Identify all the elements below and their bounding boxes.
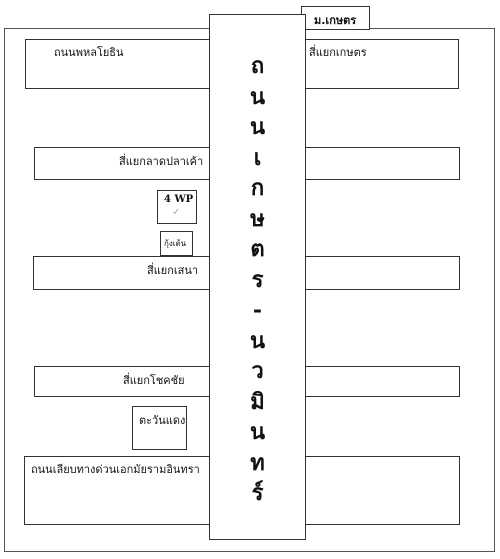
checkmark-icon: ✓ (172, 207, 181, 218)
kaset-university-label: ม.เกษตร (314, 14, 357, 27)
kaset-junction-label: สี่แยกเกษตร (309, 46, 367, 59)
sena-label: สี่แยกเสนา (147, 264, 199, 277)
road-char: ว (251, 358, 264, 384)
road-char: มิ (250, 388, 265, 415)
tawan-daeng-label: ตะวันแดง (139, 414, 186, 427)
wp-label: 4 WP (164, 194, 194, 205)
kaset-nawamin-vertical-text (210, 51, 305, 509)
road-char: - (252, 297, 263, 323)
wp-box (157, 190, 197, 224)
tawan-daeng-box (132, 406, 187, 450)
kung-ten-box (160, 231, 193, 256)
road-char: น (249, 327, 266, 354)
kung-ten-label: กุ้งเต้น (164, 239, 187, 248)
road-char: ถ (250, 53, 265, 79)
road-char: ก (250, 175, 265, 201)
road-char: ร (251, 266, 264, 293)
road-char: ต (250, 236, 265, 262)
road-char: ท (250, 449, 265, 476)
road-char: น (249, 114, 266, 140)
kaset-university-box (301, 6, 370, 30)
road-char: ร์ (251, 480, 264, 506)
road-char: ษ (250, 205, 265, 232)
road-char: น (249, 83, 266, 110)
chok-chai-label: สี่แยกโชคชัย (123, 374, 185, 387)
lat-pla-khao-label: สี่แยกลาดปลาเค้า (119, 155, 204, 168)
phahon-yothin-label: ถนนพหลโยธิน (54, 46, 124, 59)
road-char: น (249, 419, 266, 445)
kaset-nawamin-road (209, 14, 306, 540)
expressway-label: ถนนเลียบทางด่วนเอกมัยรามอินทรา (31, 463, 200, 476)
road-char: เ (253, 144, 262, 171)
